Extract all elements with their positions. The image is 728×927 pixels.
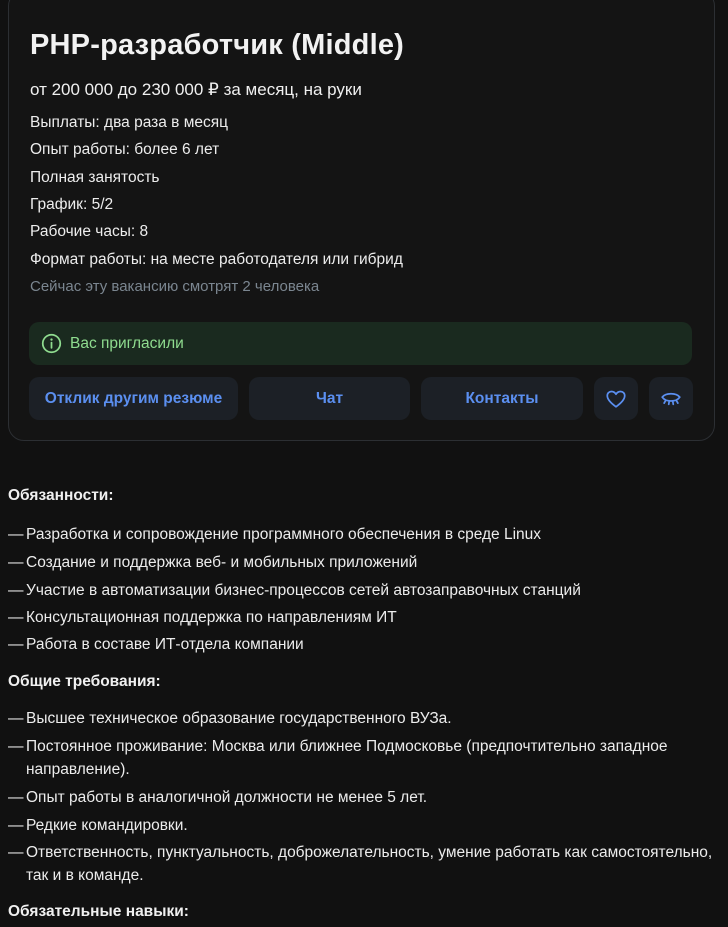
contacts-button[interactable]: Контакты <box>421 377 583 420</box>
list-item-text: Создание и поддержка веб- и мобильных приложений <box>26 554 418 571</box>
list-item-text: Редкие командировки. <box>26 817 188 834</box>
list-item-text: Ответственность, пунктуальность, доброжелательность, умение работать как самостоятельно, так и в команде. <box>26 844 713 884</box>
list-item-text: Консультационная поддержка по направлениям ИТ <box>26 609 397 626</box>
fact-experience: Опыт работы: более 6 лет <box>30 141 220 158</box>
invited-label: Вас пригласили <box>70 334 184 352</box>
list-item <box>8 633 720 656</box>
respond-other-resume-button[interactable]: Отклик другим резюме <box>29 377 238 420</box>
list-dash: — <box>8 554 24 571</box>
chat-button[interactable]: Чат <box>249 377 410 420</box>
list-item <box>8 786 720 809</box>
list-item <box>8 523 720 546</box>
vacancy-card <box>8 0 715 441</box>
list-dash: — <box>8 582 24 599</box>
invited-banner <box>29 322 692 365</box>
list-item <box>8 551 720 574</box>
section-title-skills: Обязательные навыки: <box>8 903 189 920</box>
list-dash: — <box>8 526 24 543</box>
list-item-text: Работа в составе ИТ-отдела компании <box>26 636 304 653</box>
list-item <box>8 814 720 837</box>
list-dash: — <box>8 817 24 834</box>
list-dash: — <box>8 789 24 806</box>
vacancy-title: PHP-разработчик (Middle) <box>30 29 405 61</box>
list-dash: — <box>8 738 24 755</box>
section-title-duties: Обязанности: <box>8 487 114 504</box>
list-item <box>8 841 720 887</box>
section-title-requirements: Общие требования: <box>8 673 161 690</box>
list-item-text: Высшее техническое образование государственного ВУЗа. <box>26 710 452 727</box>
list-item <box>8 606 720 629</box>
list-dash: — <box>8 844 24 861</box>
info-icon <box>41 333 62 354</box>
list-item <box>8 735 720 781</box>
list-item-text: Разработка и сопровождение программного обеспечения в среде Linux <box>26 526 542 543</box>
fact-work-format: Формат работы: на месте работодателя или гибрид <box>30 251 403 268</box>
eye-closed-icon <box>659 388 683 410</box>
hide-vacancy-button[interactable] <box>649 377 693 420</box>
viewers-count: Сейчас эту вакансию смотрят 2 человека <box>30 278 320 295</box>
fact-payments: Выплаты: два раза в месяц <box>30 114 229 131</box>
list-item <box>8 579 720 602</box>
fact-employment: Полная занятость <box>30 169 160 186</box>
list-dash: — <box>8 636 24 653</box>
salary: от 200 000 до 230 000 ₽ за месяц, на руки <box>30 80 362 99</box>
list-item-text: Опыт работы в аналогичной должности не менее 5 лет. <box>26 789 428 806</box>
list-dash: — <box>8 710 24 727</box>
list-item <box>8 707 720 730</box>
list-item-text: Участие в автоматизации бизнес-процессов сетей автозаправочных станций <box>26 582 581 599</box>
fact-hours: Рабочие часы: 8 <box>30 223 149 240</box>
heart-icon <box>605 388 627 410</box>
fact-schedule: График: 5/2 <box>30 196 114 213</box>
list-dash: — <box>8 609 24 626</box>
list-item-text: Постоянное проживание: Москва или ближнее Подмосковье (предпочтительно западное направление). <box>26 738 668 778</box>
favorite-button[interactable] <box>594 377 638 420</box>
